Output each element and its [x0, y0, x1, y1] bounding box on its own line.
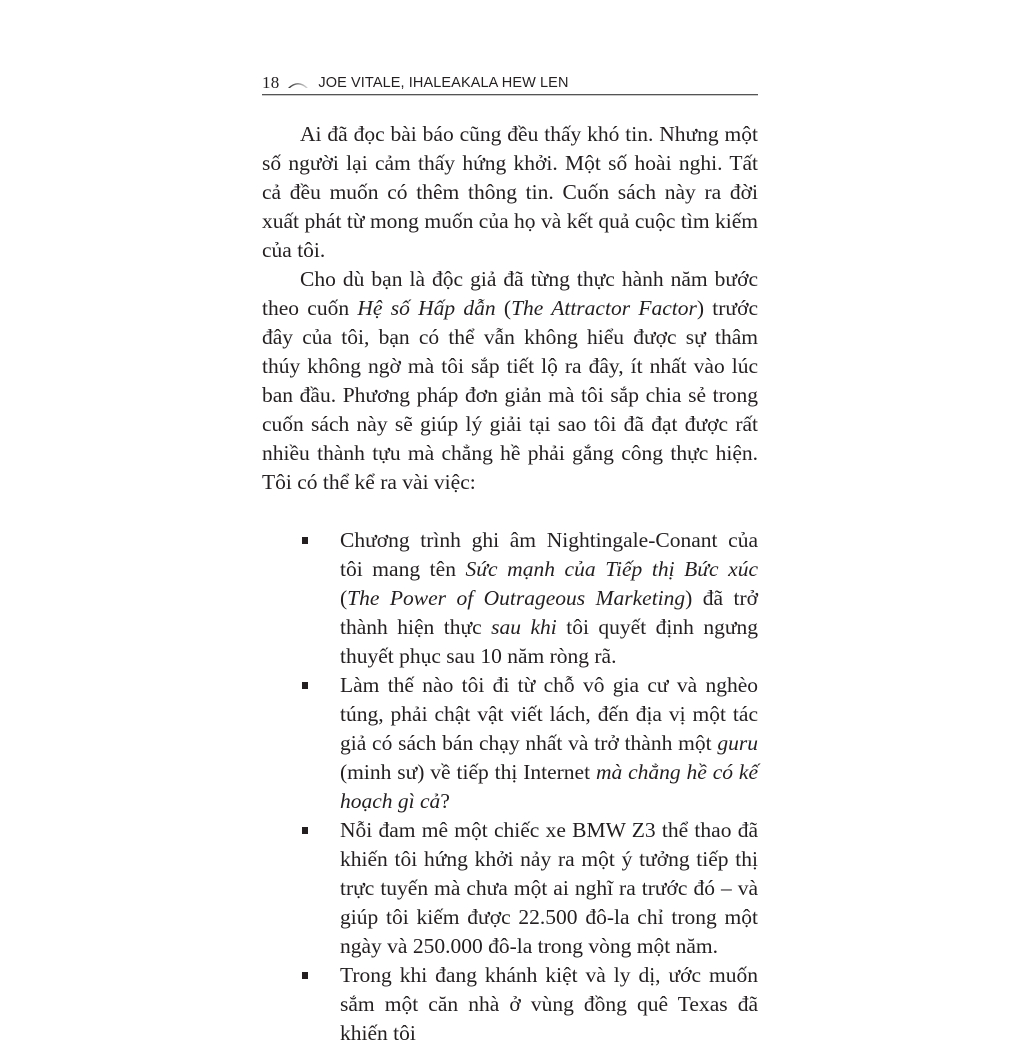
text-run: Làm thế nào tôi đi từ chỗ vô gia cư và nghèo túng, phải chật vật viết lách, đến địa vị một tác giả có sách bán chạy nhất và trở thành một [340, 673, 758, 755]
running-head-author: JOE VITALE, IHALEAKALA HEW LEN [318, 75, 569, 91]
square-bullet-icon [302, 682, 308, 689]
arc-ornament-icon [287, 79, 309, 89]
italic-text: sau khi [491, 615, 557, 639]
italic-text: mà chẳng hề có kế hoạch gì cả [340, 760, 758, 813]
list-item [262, 526, 758, 671]
italic-text: The Attractor Factor [511, 296, 697, 320]
page-number: 18 [262, 73, 280, 92]
text-run: ) đã trở thành hiện thực [340, 586, 758, 639]
text-run: ( [495, 296, 512, 320]
text-run: ) trước đây của tôi, bạn có thể vẫn không hiểu được sự thâm thúy không ngờ mà tôi sắp tiết lộ ra đây, ít nhất vào lúc ban đầu. Phương pháp đơn giản mà tôi sắp chia sẻ trong cuốn sách này sẽ giúp lý giải tại sao tôi đã đạt được rất nhiều thành tựu mà chẳng hề phải gắng công thực hiện. Tôi có thể kể ra vài việc: [262, 296, 758, 494]
square-bullet-icon [302, 972, 308, 979]
text-run: Trong khi đang khánh kiệt và ly dị, ước muốn sắm một căn nhà ở vùng đồng quê Texas đã khiến tôi [340, 963, 758, 1045]
header-rule [262, 94, 758, 95]
book-page [262, 72, 759, 1045]
bullet-list [262, 526, 758, 1048]
body-text [262, 120, 758, 1048]
text-run: tôi quyết định ngưng thuyết phục sau 10 năm ròng rã. [340, 615, 759, 668]
text-run: Chương trình ghi âm Nightingale-Conant của tôi mang tên [340, 528, 758, 581]
text-run: ( [340, 586, 348, 610]
list-item [262, 671, 758, 816]
italic-text: Sức mạnh của Tiếp thị Bức xúc [465, 557, 758, 581]
italic-text: Hệ số Hấp dẫn [357, 296, 496, 320]
italic-text: guru [717, 731, 758, 755]
text-run: ? [440, 789, 450, 813]
square-bullet-icon [302, 827, 308, 834]
list-item [262, 961, 758, 1048]
text-run: Ai đã đọc bài báo cũng đều thấy khó tin. Nhưng một số người lại cảm thấy hứng khởi. Một số hoài nghi. Tất cả đều muốn có thêm thông tin. Cuốn sách này ra đời xuất phát từ mong muốn của họ và kết quả cuộc tìm kiếm của tôi. [262, 122, 758, 262]
text-run: Cho dù bạn là độc giả đã từng thực hành năm bước theo cuốn [262, 267, 758, 320]
list-item [262, 816, 758, 961]
italic-text: The Power of Outrageous Marketing [347, 586, 686, 610]
text-run: (minh sư) về tiếp thị Internet [340, 760, 596, 784]
paragraph [262, 120, 758, 265]
square-bullet-icon [302, 537, 308, 544]
text-run: Nỗi đam mê một chiếc xe BMW Z3 thể thao đã khiến tôi hứng khởi nảy ra một ý tưởng tiếp thị trực tuyến mà chưa một ai nghĩ ra trước đó – và giúp tôi kiếm được 22.500 đô-la chỉ trong một ngày và 250.000 đô-la trong vòng một năm. [340, 818, 758, 958]
paragraph [262, 265, 758, 497]
running-head [262, 72, 758, 94]
